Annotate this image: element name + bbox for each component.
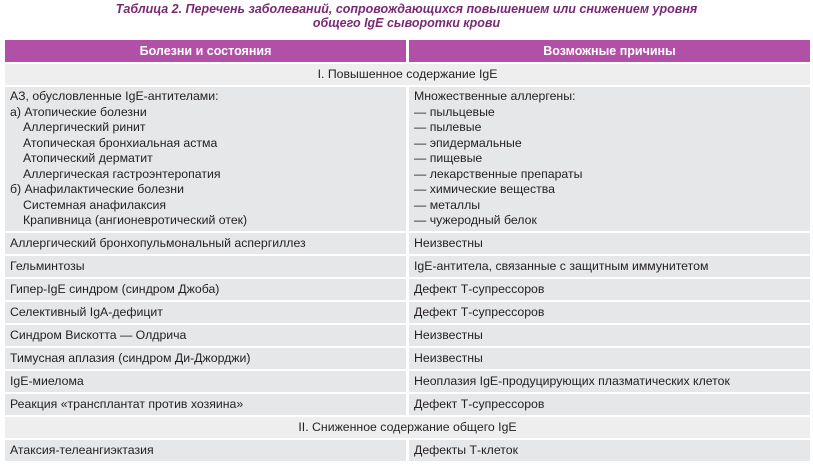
cause-cell: Дефекты Т-клеток bbox=[409, 440, 810, 461]
table-row bbox=[5, 87, 810, 231]
header-row bbox=[5, 40, 810, 62]
table-row bbox=[5, 279, 810, 300]
caption-line-2: общего IgE сыворотки крови bbox=[312, 16, 501, 30]
list-item: Аллергический ринит bbox=[23, 120, 146, 134]
ige-table bbox=[2, 38, 813, 463]
disease-cell: Синдром Вискотта — Олдрича bbox=[5, 325, 406, 346]
atopy-causes-cell bbox=[409, 87, 810, 231]
table-row bbox=[5, 394, 810, 415]
disease-cell: Реакция «трансплантат против хозяина» bbox=[5, 394, 406, 415]
section-row bbox=[5, 64, 810, 85]
disease-cell: Атаксия-телеангиэктазия bbox=[5, 440, 406, 461]
list-item: Крапивница (ангионевротический отек) bbox=[23, 213, 248, 227]
list-item: Системная анафилаксия bbox=[23, 197, 167, 212]
cause-cell: Неизвестны bbox=[409, 348, 810, 369]
disease-cell: Селективный IgA-дефицит bbox=[5, 302, 406, 323]
list-item: — пылевые bbox=[414, 120, 482, 134]
table-row bbox=[5, 348, 810, 369]
table-row bbox=[5, 256, 810, 277]
disease-cell: Аллергический бронхопульмональный аспергиллез bbox=[5, 233, 406, 254]
cause-cell: Неоплазия IgE-продуцирующих плазматических клеток bbox=[409, 371, 810, 392]
list-item: а) Атопические болезни bbox=[10, 104, 147, 119]
list-item: — чужеродный белок bbox=[414, 213, 537, 227]
list-item: — лекарственные препараты bbox=[414, 166, 583, 181]
list-item: Аллергическая гастроэнтеропатия bbox=[23, 166, 221, 181]
cause-cell: Неизвестны bbox=[409, 325, 810, 346]
section-increased: I. Повышенное содержание IgE bbox=[5, 64, 810, 85]
table-row bbox=[5, 302, 810, 323]
disease-cell: IgE-миелома bbox=[5, 371, 406, 392]
cause-cell: Дефект Т-супрессоров bbox=[409, 394, 810, 415]
table-row bbox=[5, 371, 810, 392]
list-item: Атопический дерматит bbox=[23, 151, 153, 165]
header-diseases: Болезни и состояния bbox=[5, 40, 406, 62]
list-item: Множественные аллергены: bbox=[414, 89, 576, 103]
caption-line-1: Таблица 2. Перечень заболеваний, сопровождающихся повышением или снижением уровня bbox=[115, 2, 698, 16]
list-item: Атопическая бронхиальная астма bbox=[23, 135, 218, 150]
cause-cell: Дефект Т-супрессоров bbox=[409, 279, 810, 300]
table-row bbox=[5, 325, 810, 346]
section-decreased: II. Сниженное содержание общего IgE bbox=[5, 417, 810, 438]
list-item: — пыльцевые bbox=[414, 104, 495, 119]
table-row bbox=[5, 233, 810, 254]
list-item: — эпидермальные bbox=[414, 135, 522, 150]
table-row bbox=[5, 440, 810, 461]
section-row bbox=[5, 417, 810, 438]
cause-cell: Дефект Т-супрессоров bbox=[409, 302, 810, 323]
atopy-diseases-cell bbox=[5, 87, 406, 231]
disease-cell: Гипер-IgE синдром (синдром Джоба) bbox=[5, 279, 406, 300]
table-caption bbox=[0, 0, 813, 34]
cause-cell: Неизвестны bbox=[409, 233, 810, 254]
disease-cell: Гельминтозы bbox=[5, 256, 406, 277]
cause-cell: IgE-антитела, связанные с защитным иммунитетом bbox=[409, 256, 810, 277]
list-item: б) Анафилактические болезни bbox=[10, 182, 184, 196]
list-item: АЗ, обусловленные IgE-антителами: bbox=[10, 89, 219, 103]
header-causes: Возможные причины bbox=[409, 40, 810, 62]
list-item: — химические вещества bbox=[414, 182, 556, 196]
disease-cell: Тимусная аплазия (синдром Ди-Джорджи) bbox=[5, 348, 406, 369]
list-item: — пищевые bbox=[414, 151, 483, 165]
list-item: — металлы bbox=[414, 197, 481, 212]
